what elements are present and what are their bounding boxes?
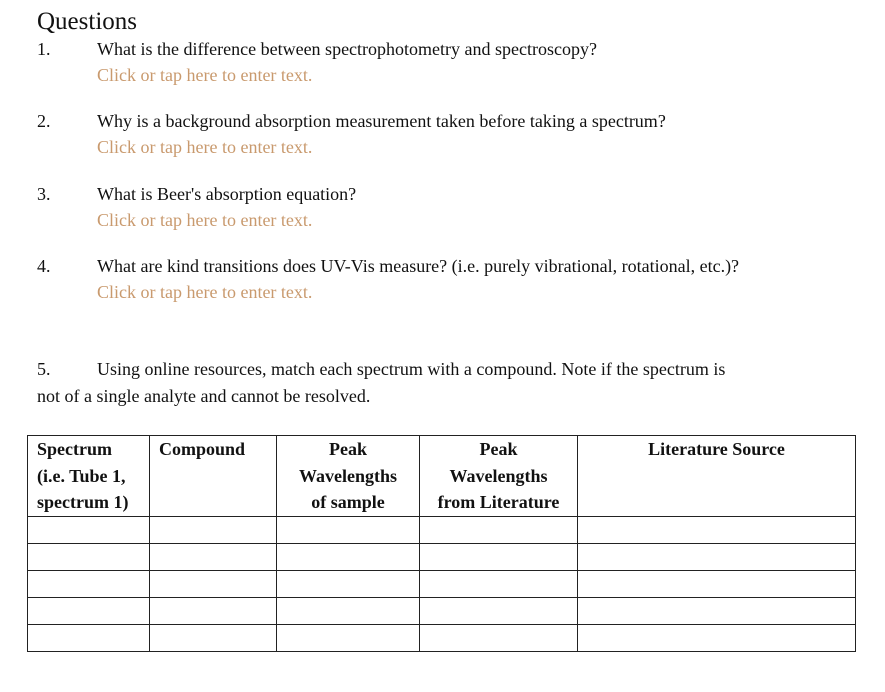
cell-peak-sample[interactable] bbox=[277, 624, 420, 651]
cell-literature-source[interactable] bbox=[578, 570, 856, 597]
cell-compound[interactable] bbox=[150, 570, 277, 597]
cell-compound[interactable] bbox=[150, 543, 277, 570]
page-title: Questions bbox=[37, 8, 137, 35]
answer-field[interactable]: Click or tap here to enter text. bbox=[97, 65, 313, 85]
question-number: 5. bbox=[37, 359, 51, 379]
question-text-line2: not of a single analyte and cannot be resolved. bbox=[37, 386, 371, 406]
cell-compound[interactable] bbox=[150, 624, 277, 651]
question-text-line1: Using online resources, match each spectrum with a compound. Note if the spectrum is bbox=[97, 359, 726, 379]
table-row bbox=[28, 570, 856, 597]
cell-compound[interactable] bbox=[150, 597, 277, 624]
answer-field[interactable]: Click or tap here to enter text. bbox=[97, 282, 313, 302]
question-number: 2. bbox=[37, 111, 51, 131]
cell-literature-source[interactable] bbox=[578, 516, 856, 543]
question-text: Why is a background absorption measurement taken before taking a spectrum? bbox=[97, 111, 666, 131]
header-literature-source: Literature Source bbox=[578, 436, 856, 517]
cell-peak-sample[interactable] bbox=[277, 570, 420, 597]
question-number: 3. bbox=[37, 184, 51, 204]
header-spectrum: Spectrum (i.e. Tube 1, spectrum 1) bbox=[28, 436, 150, 517]
table-row bbox=[28, 543, 856, 570]
table-row bbox=[28, 597, 856, 624]
table-row bbox=[28, 624, 856, 651]
cell-peak-literature[interactable] bbox=[420, 597, 578, 624]
cell-peak-literature[interactable] bbox=[420, 624, 578, 651]
cell-spectrum[interactable] bbox=[28, 570, 150, 597]
header-peak-literature: Peak Wavelengths from Literature bbox=[420, 436, 578, 517]
cell-peak-sample[interactable] bbox=[277, 597, 420, 624]
cell-literature-source[interactable] bbox=[578, 597, 856, 624]
question-number: 4. bbox=[37, 256, 51, 276]
header-compound: Compound bbox=[150, 436, 277, 517]
cell-peak-literature[interactable] bbox=[420, 543, 578, 570]
cell-spectrum[interactable] bbox=[28, 597, 150, 624]
cell-spectrum[interactable] bbox=[28, 516, 150, 543]
cell-compound[interactable] bbox=[150, 516, 277, 543]
table-header-row bbox=[28, 436, 856, 517]
cell-peak-sample[interactable] bbox=[277, 516, 420, 543]
question-number: 1. bbox=[37, 39, 51, 59]
cell-peak-sample[interactable] bbox=[277, 543, 420, 570]
cell-spectrum[interactable] bbox=[28, 543, 150, 570]
question-text: What are kind transitions does UV-Vis measure? (i.e. purely vibrational, rotational, etc.)? bbox=[97, 256, 740, 276]
spectrum-table bbox=[27, 435, 856, 652]
answer-field[interactable]: Click or tap here to enter text. bbox=[97, 137, 313, 157]
cell-literature-source[interactable] bbox=[578, 624, 856, 651]
question-5 bbox=[37, 356, 837, 410]
answer-field[interactable]: Click or tap here to enter text. bbox=[97, 210, 313, 230]
cell-peak-literature[interactable] bbox=[420, 570, 578, 597]
header-peak-sample: Peak Wavelengths of sample bbox=[277, 436, 420, 517]
cell-literature-source[interactable] bbox=[578, 543, 856, 570]
cell-peak-literature[interactable] bbox=[420, 516, 578, 543]
table-row bbox=[28, 516, 856, 543]
question-text: What is Beer's absorption equation? bbox=[97, 184, 357, 204]
cell-spectrum[interactable] bbox=[28, 624, 150, 651]
question-text: What is the difference between spectrophotometry and spectroscopy? bbox=[97, 39, 597, 59]
